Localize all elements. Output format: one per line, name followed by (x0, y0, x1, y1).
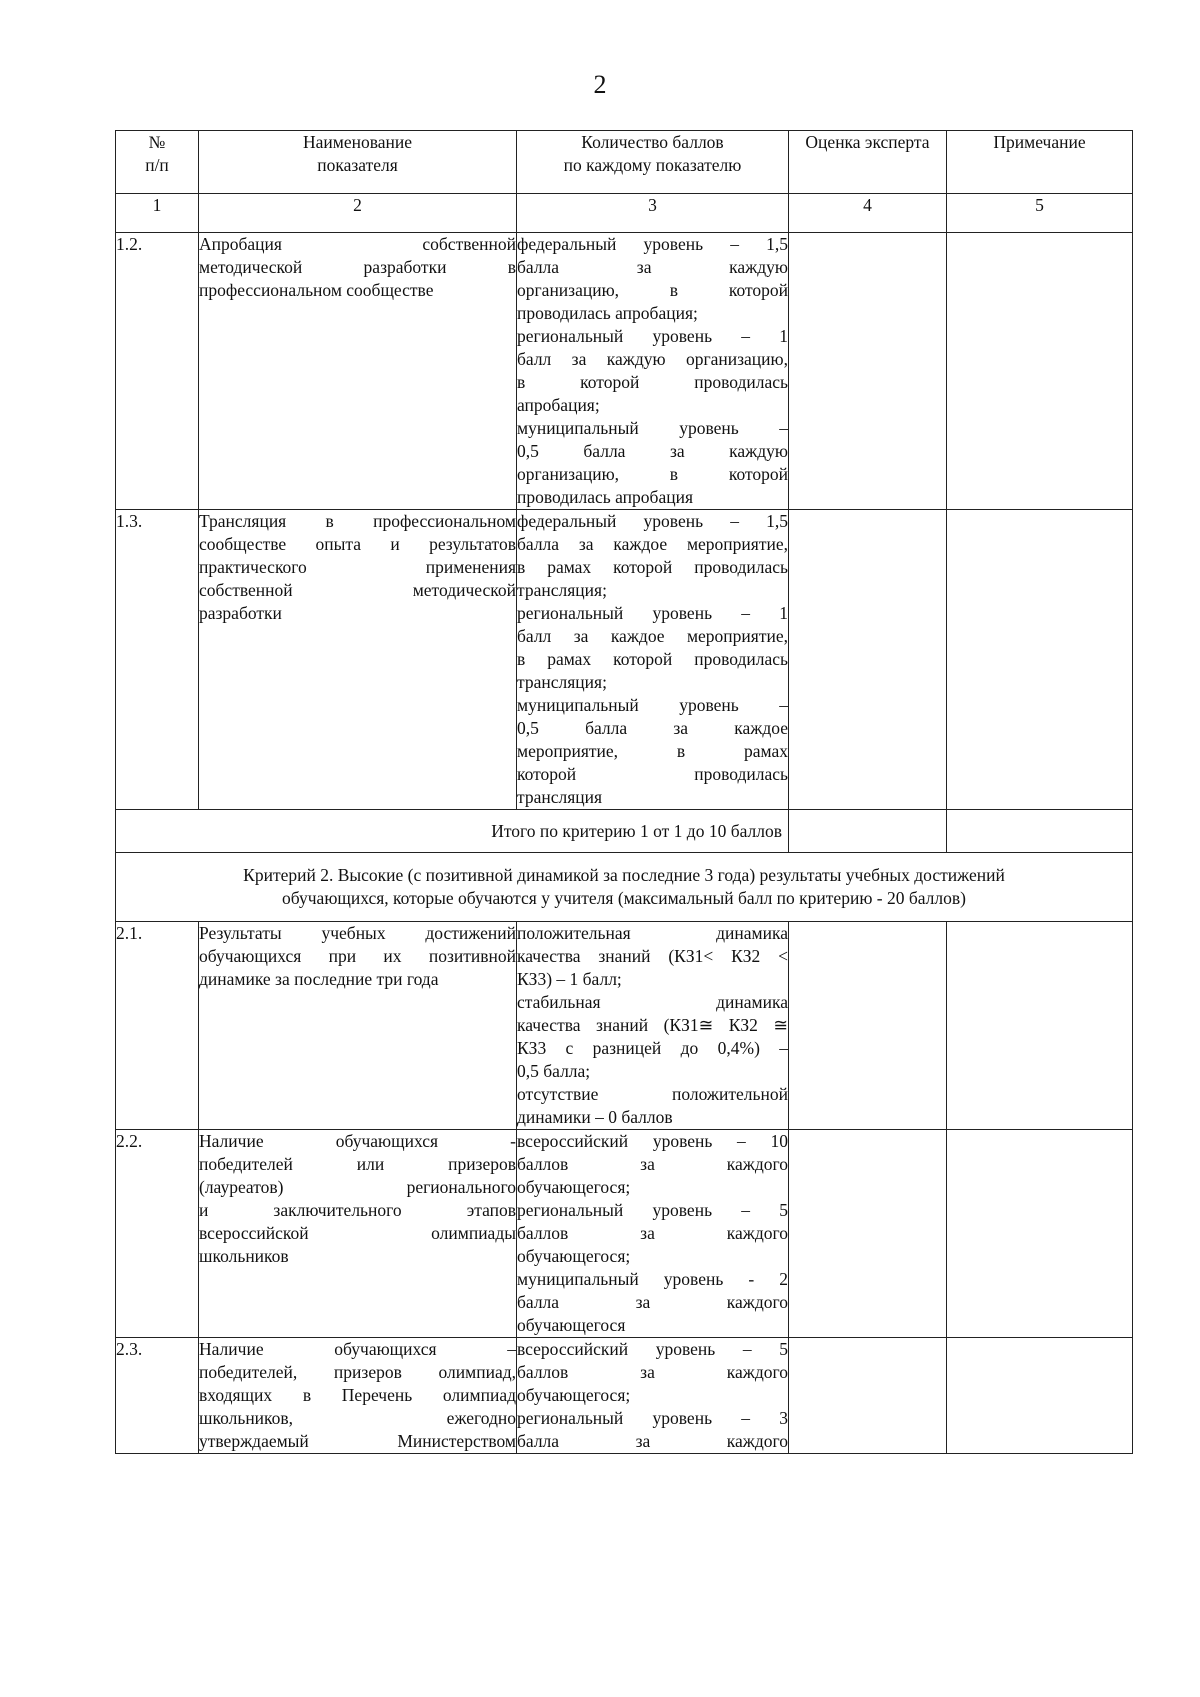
header-number-line: № (148, 132, 166, 152)
text-line: трансляция (517, 787, 603, 807)
column-number: 5 (947, 194, 1133, 233)
note-cell (947, 1130, 1133, 1338)
expert-score-cell (789, 510, 947, 810)
total-row (116, 810, 1133, 853)
text-line: Трансляция в профессиональном (199, 511, 516, 531)
text-line: мероприятие, в рамах (517, 741, 788, 761)
text-line: всероссийский уровень – 10 (517, 1131, 788, 1151)
text-line: муниципальный уровень - 2 (517, 1269, 788, 1289)
text-line: победителей или призеров (199, 1154, 516, 1174)
header-expert-score: Оценка эксперта (789, 131, 947, 194)
indicator-name (199, 1130, 517, 1338)
total-label: Итого по критерию 1 от 1 до 10 баллов (116, 810, 789, 853)
criterion-heading-line: Критерий 2. Высокие (с позитивной динамикой за последние 3 года) результаты учебных достижений (243, 865, 1005, 885)
text-line: проводилась апробация (517, 487, 693, 507)
row-number: 1.3. (116, 510, 199, 810)
table-row (116, 922, 1133, 1130)
text-line: баллов за каждого (517, 1154, 788, 1174)
text-line: качества знаний (КЗ1< КЗ2 < (517, 946, 788, 966)
text-line: и заключительного этапов (199, 1200, 516, 1220)
text-line: Наличие обучающихся – (199, 1339, 516, 1359)
header-points-line: по каждому показателю (563, 155, 742, 175)
column-numbers-row (116, 194, 1133, 233)
text-line: муниципальный уровень – (517, 418, 788, 438)
text-line: балл за каждую организацию, (517, 349, 788, 369)
row-number: 2.3. (116, 1338, 199, 1454)
criterion-heading (116, 853, 1133, 922)
indicator-name (199, 1338, 517, 1454)
text-line: проводилась апробация; (517, 303, 698, 323)
text-line: всероссийский уровень – 5 (517, 1339, 788, 1359)
text-line: школьников, ежегодно (199, 1408, 516, 1428)
text-line: баллов за каждого (517, 1362, 788, 1382)
header-points-line: Количество баллов (581, 132, 724, 152)
header-number (116, 131, 199, 194)
header-note: Примечание (947, 131, 1133, 194)
text-line: методической разработки в (199, 257, 516, 277)
text-line: Наличие обучающихся - (199, 1131, 516, 1151)
text-line: баллов за каждого (517, 1223, 788, 1243)
text-line: динамики – 0 баллов (517, 1107, 673, 1127)
indicator-name (199, 510, 517, 810)
text-line: отсутствие положительной (517, 1084, 788, 1104)
text-line: стабильная динамика (517, 992, 788, 1012)
table-row (116, 1338, 1133, 1454)
table-row (116, 510, 1133, 810)
row-number: 2.1. (116, 922, 199, 1130)
text-line: (лауреатов) регионального (199, 1177, 516, 1197)
text-line: всероссийской олимпиады (199, 1223, 516, 1243)
text-line: разработки (199, 603, 282, 623)
column-number: 1 (116, 194, 199, 233)
text-line: положительная динамика (517, 923, 788, 943)
note-cell (947, 922, 1133, 1130)
note-cell (947, 810, 1133, 853)
row-number: 1.2. (116, 233, 199, 510)
expert-score-cell (789, 1130, 947, 1338)
points-description (517, 922, 789, 1130)
note-cell (947, 1338, 1133, 1454)
text-line: обучающихся при их позитивной (199, 946, 516, 966)
text-line: балла за каждого (517, 1292, 788, 1312)
text-line: практического применения (199, 557, 516, 577)
indicator-name (199, 233, 517, 510)
criterion-heading-row (116, 853, 1133, 922)
text-line: федеральный уровень – 1,5 (517, 511, 788, 531)
text-line: школьников (199, 1246, 289, 1266)
header-indicator-line: показателя (317, 155, 398, 175)
text-line: трансляция; (517, 580, 607, 600)
column-number: 4 (789, 194, 947, 233)
indicator-name (199, 922, 517, 1130)
text-line: сообществе опыта и результатов (199, 534, 516, 554)
text-line: Апробация собственной (199, 234, 516, 254)
note-cell (947, 510, 1133, 810)
text-line: региональный уровень – 1 (517, 326, 788, 346)
text-line: балл за каждое мероприятие, (517, 626, 788, 646)
page-number: 2 (593, 70, 607, 99)
text-line: обучающегося; (517, 1177, 631, 1197)
text-line: профессиональном сообществе (199, 280, 434, 300)
points-description (517, 233, 789, 510)
text-line: организацию, в которой (517, 280, 788, 300)
text-line: победителей, призеров олимпиад, (199, 1362, 516, 1382)
table-row (116, 233, 1133, 510)
text-line: балла за каждую (517, 257, 788, 277)
text-line: организацию, в которой (517, 464, 788, 484)
text-line: региональный уровень – 3 (517, 1408, 788, 1428)
text-line: Результаты учебных достижений (199, 923, 516, 943)
text-line: 0,5 балла за каждую (517, 441, 788, 461)
text-line: 0,5 балла за каждое (517, 718, 788, 738)
column-number: 3 (517, 194, 789, 233)
expert-score-cell (789, 233, 947, 510)
text-line: апробация; (517, 395, 600, 415)
text-line: балла за каждого (517, 1431, 788, 1451)
text-line: региональный уровень – 5 (517, 1200, 788, 1220)
text-line: обучающегося; (517, 1246, 631, 1266)
header-indicator-name (199, 131, 517, 194)
table-row (116, 1130, 1133, 1338)
text-line: в рамах которой проводилась (517, 649, 788, 669)
header-indicator-line: Наименование (302, 132, 413, 152)
text-line: утверждаемый Министерством (199, 1431, 516, 1451)
header-points (517, 131, 789, 194)
text-line: качества знаний (КЗ1≅ КЗ2 ≅ (517, 1015, 788, 1035)
header-number-line: п/п (145, 155, 169, 175)
criterion-heading-line: обучающихся, которые обучаются у учителя (максимальный балл по критерию - 20 баллов) (282, 888, 966, 908)
text-line: КЗ3 с разницей до 0,4%) – (517, 1038, 788, 1058)
expert-score-cell (789, 922, 947, 1130)
text-line: в которой проводилась (517, 372, 788, 392)
note-cell (947, 233, 1133, 510)
expert-score-cell (789, 1338, 947, 1454)
text-line: обучающегося; (517, 1385, 631, 1405)
text-line: которой проводилась (517, 764, 788, 784)
text-line: региональный уровень – 1 (517, 603, 788, 623)
points-description (517, 1130, 789, 1338)
text-line: собственной методической (199, 580, 516, 600)
row-number: 2.2. (116, 1130, 199, 1338)
text-line: 0,5 балла; (517, 1061, 591, 1081)
text-line: КЗ3) – 1 балл; (517, 969, 622, 989)
text-line: федеральный уровень – 1,5 (517, 234, 788, 254)
points-description (517, 510, 789, 810)
expert-score-cell (789, 810, 947, 853)
column-number: 2 (199, 194, 517, 233)
table-header-row (116, 131, 1133, 194)
text-line: обучающегося (517, 1315, 626, 1335)
text-line: в рамах которой проводилась (517, 557, 788, 577)
text-line: динамике за последние три года (199, 969, 439, 989)
text-line: входящих в Перечень олимпиад (199, 1385, 516, 1405)
criteria-table (115, 130, 1133, 1454)
text-line: трансляция; (517, 672, 607, 692)
points-description (517, 1338, 789, 1454)
text-line: балла за каждое мероприятие, (517, 534, 788, 554)
text-line: муниципальный уровень – (517, 695, 788, 715)
